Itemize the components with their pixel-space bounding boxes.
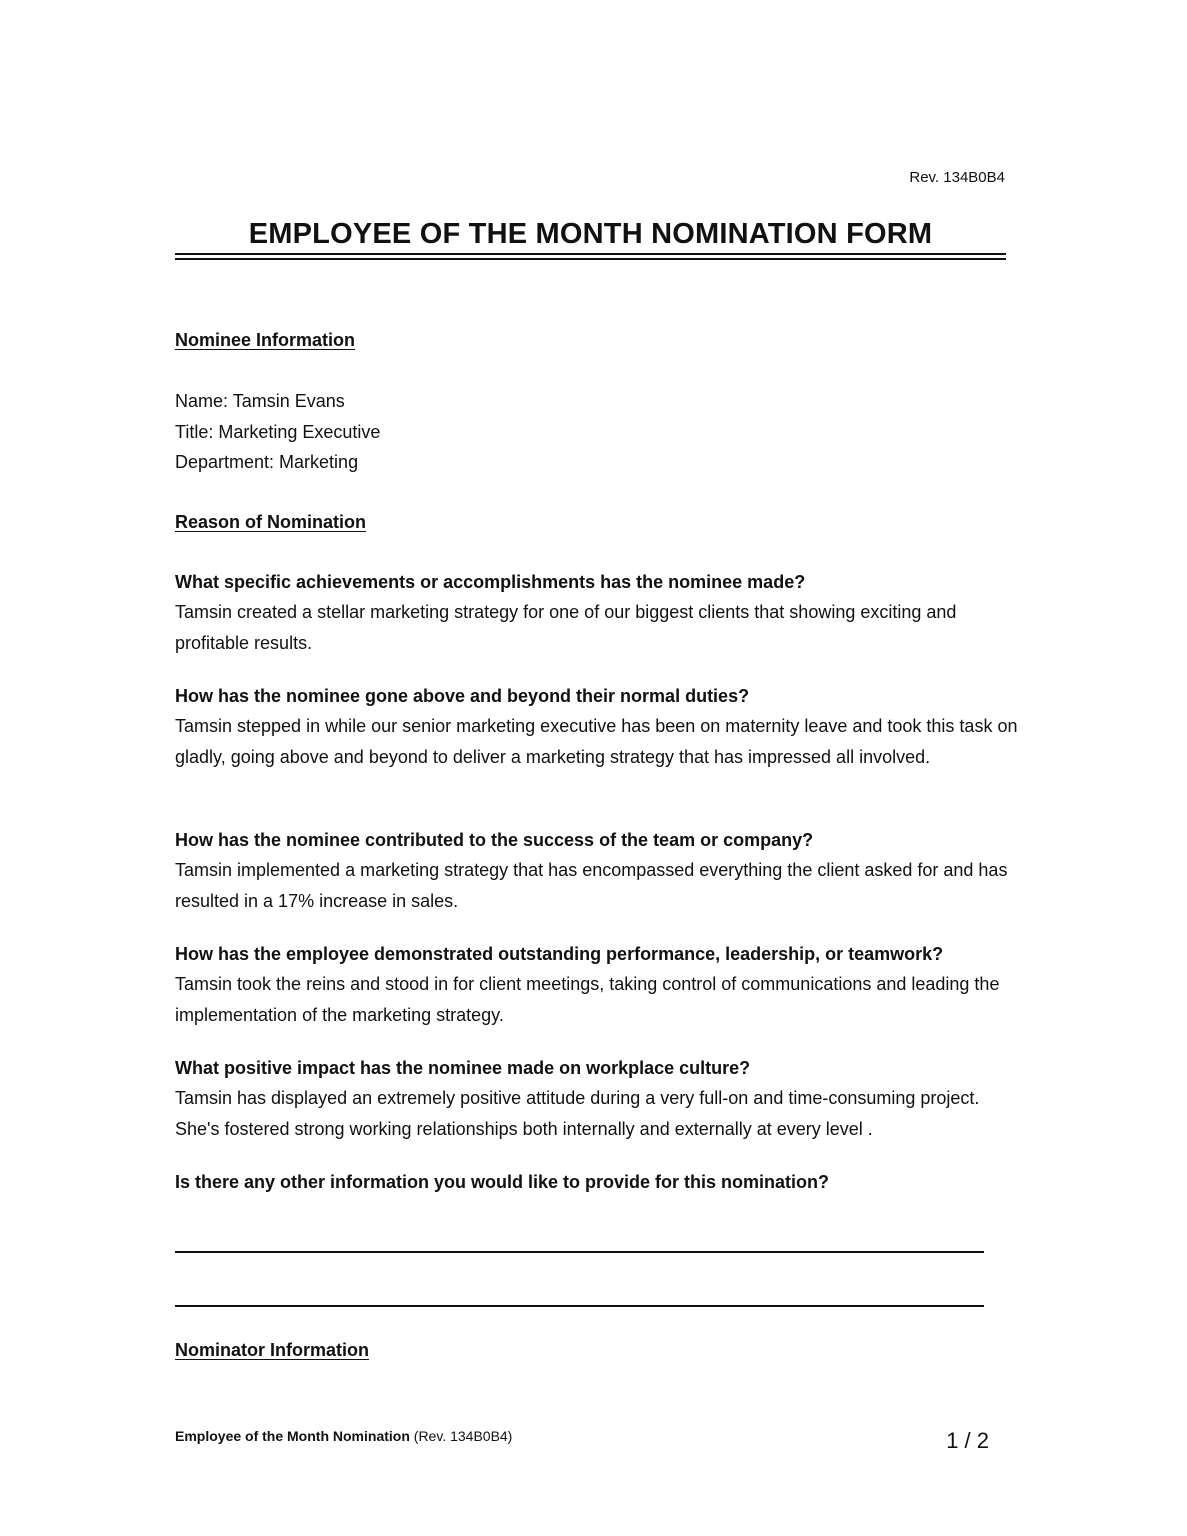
footer-doc-label — [175, 1427, 512, 1445]
title-double-rule — [175, 253, 1006, 260]
nomination-question-block — [175, 681, 1020, 772]
answer-text: Tamsin has displayed an extremely positive attitude during a very full-on and time-consuming project. She's fostered strong working relationships both internally and externally at every level . — [175, 1088, 980, 1139]
question-text: How has the nominee contributed to the success of the team or company? — [175, 830, 814, 850]
answer-text: Tamsin took the reins and stood in for client meetings, taking control of communications and leading the implementation of the marketing strategy. — [175, 974, 1000, 1025]
nominator-info-heading: Nominator Information — [175, 1340, 369, 1360]
page-number: 1 / 2 — [946, 1428, 989, 1453]
answer-text: Tamsin stepped in while our senior marketing executive has been on maternity leave and took this task on gladly, going above and beyond to deliver a marketing strategy that has impressed all involved. — [175, 716, 1018, 767]
nomination-question-block — [175, 825, 1020, 916]
question-text: What positive impact has the nominee made on workplace culture? — [175, 1058, 751, 1078]
form-title: EMPLOYEE OF THE MONTH NOMINATION FORM — [248, 218, 933, 250]
question-text: How has the nominee gone above and beyond their normal duties? — [175, 686, 750, 706]
question-text: What specific achievements or accomplishments has the nominee made? — [175, 572, 806, 592]
other-info-answer-line[interactable] — [175, 1251, 984, 1253]
nomination-question-block — [175, 1053, 1020, 1144]
nomination-question-block — [175, 1167, 1020, 1197]
footer-doc-name: Employee of the Month Nomination — [175, 1428, 410, 1444]
question-text: Is there any other information you would like to provide for this nomination? — [175, 1172, 830, 1192]
answer-text: Tamsin created a stellar marketing strategy for one of our biggest clients that showing exciting and profitable results. — [175, 602, 957, 653]
nominee-department: Department: Marketing — [175, 452, 359, 472]
nomination-question-block — [175, 939, 1020, 1030]
nomination-question-block — [175, 567, 1020, 658]
other-info-answer-line[interactable] — [175, 1305, 984, 1307]
revision-label: Rev. 134B0B4 — [909, 169, 1005, 186]
nominee-title: Title: Marketing Executive — [175, 422, 381, 442]
reason-heading: Reason of Nomination — [175, 512, 367, 532]
nominee-name: Name: Tamsin Evans — [175, 391, 345, 411]
question-text: How has the employee demonstrated outstanding performance, leadership, or teamwork? — [175, 944, 944, 964]
footer-revision: (Rev. 134B0B4) — [413, 1428, 513, 1444]
answer-text: Tamsin implemented a marketing strategy that has encompassed everything the client asked for and has resulted in a 17% increase in sales. — [175, 860, 1008, 911]
nominee-info-heading: Nominee Information — [175, 330, 356, 350]
